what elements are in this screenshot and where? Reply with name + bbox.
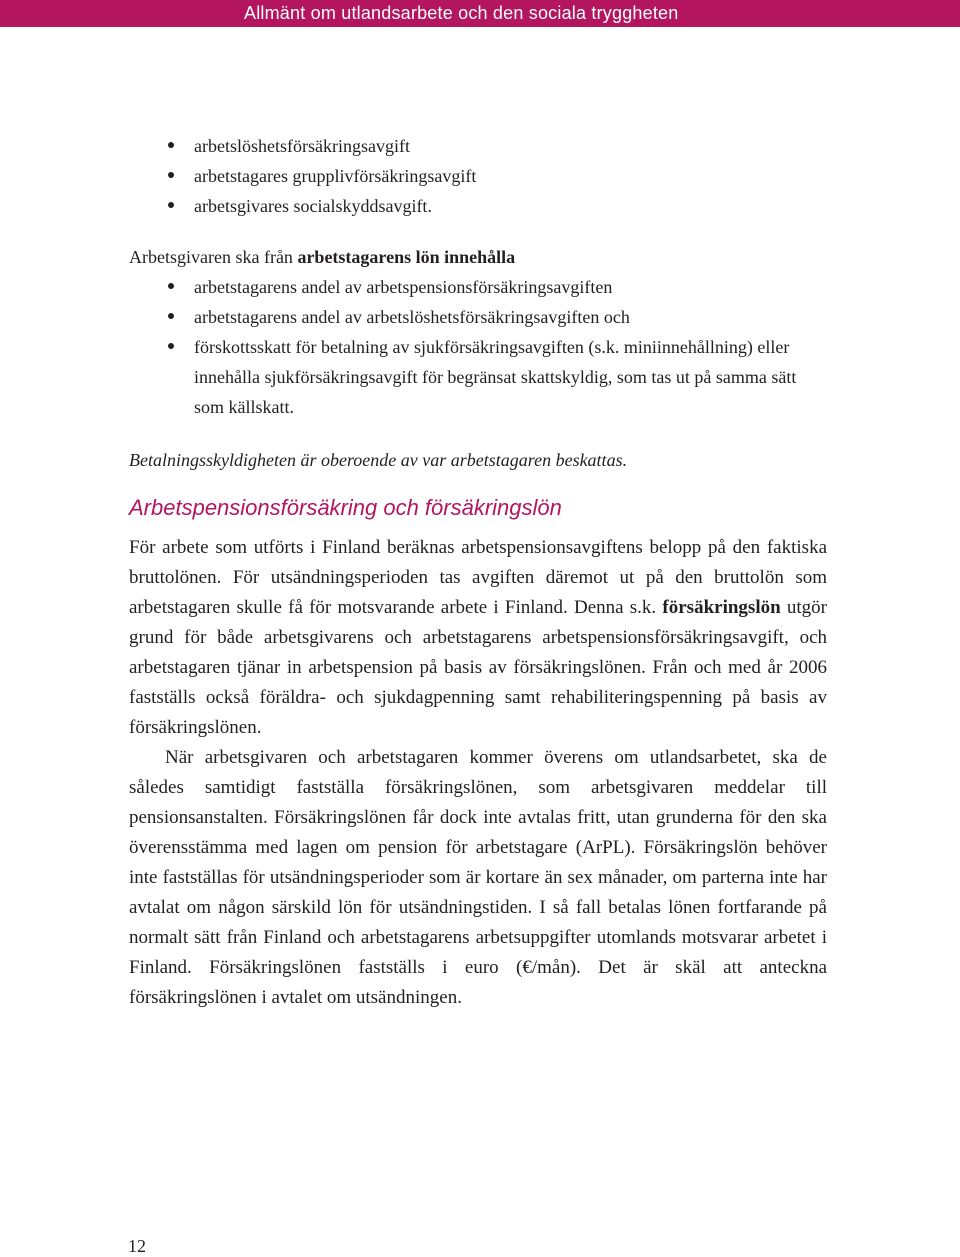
italic-note: Betalningsskyldigheten är oberoende av var arbetstagaren beskattas. bbox=[129, 450, 628, 470]
bullet-icon bbox=[168, 313, 174, 319]
bullet-icon bbox=[168, 142, 174, 148]
list-item: arbetstagarens andel av arbetspensionsförsäkringsavgiften bbox=[129, 272, 827, 302]
list-item: förskottsskatt för betalning av sjukförsäkringsavgiften (s.k. miniinnehållning) eller innehålla sjukförsäkringsavgift för begränsat skattskyldig, som tas ut på samma sätt som källskatt. bbox=[129, 332, 827, 422]
list-item: arbetsgivares socialskyddsavgift. bbox=[129, 191, 827, 221]
page-content bbox=[129, 131, 827, 1013]
term-bold: försäkringslön bbox=[662, 597, 781, 618]
list-item: arbetstagarens andel av arbetslöshetsförsäkringsavgiften och bbox=[129, 302, 827, 332]
bullet-icon bbox=[168, 343, 174, 349]
bullet-list-withholdings bbox=[129, 272, 827, 422]
bullet-list-contributions bbox=[129, 131, 827, 221]
bullet-icon bbox=[168, 283, 174, 289]
intro-bold: arbetstagarens lön innehålla bbox=[297, 247, 516, 267]
intro-paragraph: Arbetsgivaren ska från arbetstagarens lön innehålla bbox=[129, 247, 516, 267]
body-paragraph-2: När arbetsgivaren och arbetstagaren kommer överens om utlandsarbetet, ska de således samtidigt fastställa försäkringslönen, som arbetsgivaren meddelar till pensionsanstalten. Försäkringslönen får dock inte avtalas fritt, utan grunderna för den ska överensstämma med lagen om pension för arbetstagare (ArPL). Försäkringslön behöver inte fastställas för utsändningsperioder som är kortare än sex månader, om parterna inte har avtalat om någon särskild lön för utsändningstiden. I så fall betalas lönen fortfarande på normalt sätt från Finland och arbetstagarens arbetsuppgifter utomlands motsvarar arbetet i Finland. Försäkringslönen fastställs i euro (€/mån). Det är skäl att anteckna försäkringslönen i avtalet om utsändningen. bbox=[129, 747, 827, 1008]
list-item: arbetstagares grupplivförsäkringsavgift bbox=[129, 161, 827, 191]
bullet-icon bbox=[168, 172, 174, 178]
section-heading: Arbetspensionsförsäkring och försäkringslön bbox=[129, 495, 562, 520]
running-header-title: Allmänt om utlandsarbete och den sociala tryggheten bbox=[244, 3, 679, 23]
bullet-icon bbox=[168, 202, 174, 208]
list-item: arbetslöshetsförsäkringsavgift bbox=[129, 131, 827, 161]
page-number: 12 bbox=[128, 1236, 146, 1256]
body-paragraph-1: För arbete som utförts i Finland beräknas arbetspensionsavgiftens belopp på den faktiska bruttolönen. För utsändningsperioden tas avgiften däremot ut på den bruttolön som arbetstagaren skulle få för motsvarande arbete i Finland. Denna s.k. försäkringslön utgör grund för både arbetsgivarens och arbetstagarens arbetspensionsförsäkringsavgift, och arbetstagaren tjänar in arbetspension på basis av försäkringslönen. Från och med år 2006 fastställs också föräldra- och sjukdagpenning samt rehabiliteringspenning på basis av försäkringslönen. bbox=[129, 537, 828, 738]
